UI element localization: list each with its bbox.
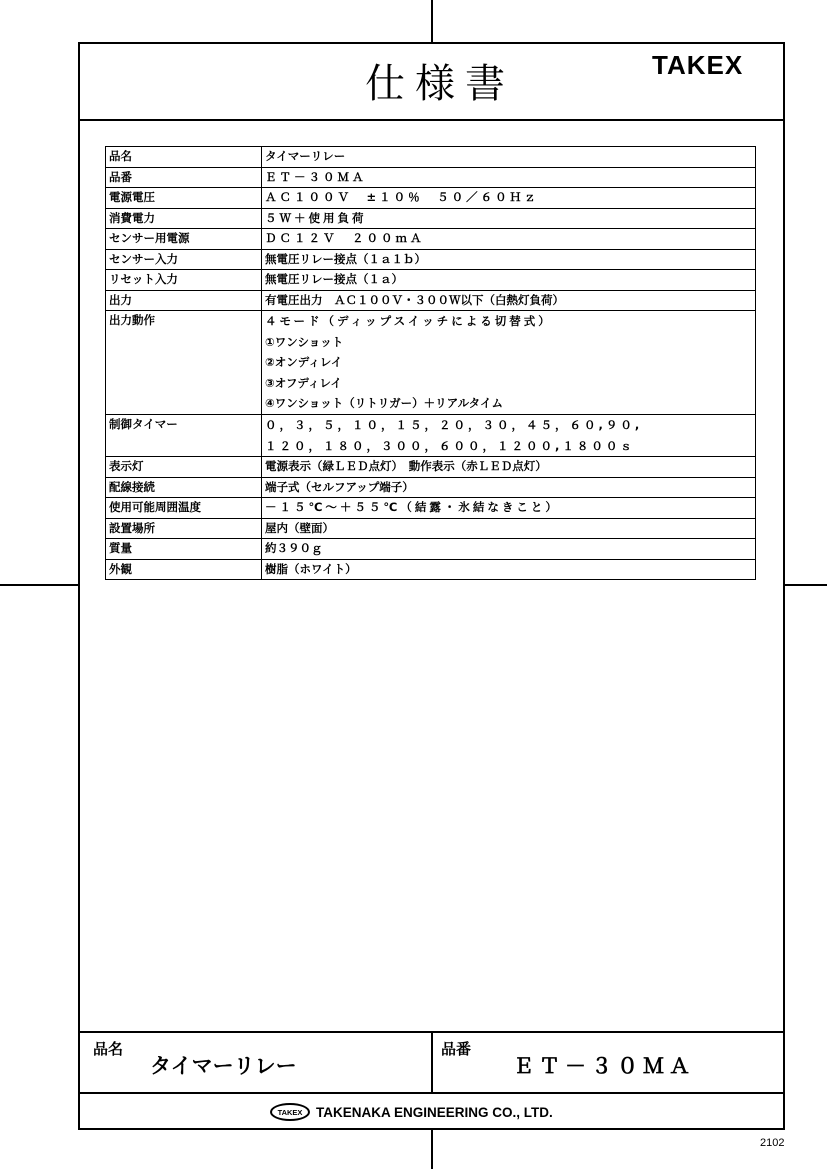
table-row [106,414,756,456]
spec-value-line: 電源表示（緑ＬＥＤ点灯） 動作表示（赤ＬＥＤ点灯） [265,459,547,474]
spec-label: 出力 [106,290,262,311]
company-name: TAKENAKA ENGINEERING CO., LTD. [316,1104,553,1120]
table-row [106,270,756,291]
spec-label: 質量 [106,539,262,560]
spec-value-line: 樹脂（ホワイト） [265,561,357,576]
page-title: 仕様書 [365,61,515,107]
spec-value [262,167,756,188]
spec-value-line: 端子式（セルフアップ端子） [265,479,414,494]
spec-label: 品名 [106,147,262,168]
spec-label: 表示灯 [106,457,262,478]
spec-label: 電源電圧 [106,188,262,209]
crop-mark-bottom [431,1130,433,1169]
crop-mark-top [431,0,433,42]
table-row [106,498,756,519]
table-row [106,167,756,188]
table-row [106,249,756,270]
spec-value-line: 有電圧出力 ＡＣ１００Ｖ・３００Ｗ以下（白熱灯負荷） [265,292,564,307]
table-row [106,457,756,478]
spec-label: センサー用電源 [106,229,262,250]
brand-logo: TAKEX [652,50,744,80]
spec-table [105,146,756,580]
spec-value-line: ②オンディレイ [265,355,343,370]
table-row [106,518,756,539]
company-logo: TAKEX [270,1103,310,1121]
table-row [106,188,756,209]
spec-value-line: ５Ｗ＋使用負荷 [265,210,367,225]
table-row [106,477,756,498]
spec-value [262,559,756,580]
spec-label: 配線接続 [106,477,262,498]
header-divider [78,119,785,121]
spec-value-line: 屋内（壁面） [265,520,334,535]
spec-label: 制御タイマー [106,414,262,456]
crop-mark-left [0,584,78,586]
footer-divider [431,1031,433,1093]
spec-value [262,518,756,539]
spec-value-line: 無電圧リレー接点（１ａ） [265,272,403,286]
table-row [106,147,756,168]
spec-label: 外観 [106,559,262,580]
footer-name-label: 品名 [93,1040,124,1058]
spec-value-line: ＡＣ１００Ｖ ±１０％ ５０／６０Ｈｚ [265,190,539,204]
spec-value-line: ③オフディレイ [265,375,342,390]
spec-label: 設置場所 [106,518,262,539]
spec-value [262,249,756,270]
spec-value-line: ①ワンショット [265,334,344,349]
spec-label: リセット入力 [106,270,262,291]
spec-value [262,208,756,229]
table-row [106,311,756,415]
spec-label: 使用可能周囲温度 [106,498,262,519]
spec-value [262,311,756,415]
table-row [106,208,756,229]
footer-number-label: 品番 [441,1040,472,1058]
footer-number-value: ＥＴ－３０ＭＡ [513,1054,695,1078]
spec-value [262,498,756,519]
spec-value-line: 約３９０ｇ [265,541,323,556]
company-line [270,1101,553,1123]
spec-value-line: ４モード（ディップスイッチによる切替式） [265,314,553,328]
spec-value [262,414,756,456]
spec-label: 消費電力 [106,208,262,229]
table-row [106,559,756,580]
table-row [106,539,756,560]
spec-value [262,229,756,250]
spec-label: センサー入力 [106,249,262,270]
spec-value-line: ＥＴ－３０ＭＡ [265,169,367,184]
spec-value [262,457,756,478]
spec-value [262,147,756,168]
spec-value-line: ０，３，５，１０，１５，２０，３０，４５，６０,９０, [265,417,643,432]
spec-label: 品番 [106,167,262,188]
spec-value-line: 無電圧リレー接点（１ａ１ｂ） [265,251,426,266]
spec-label: 出力動作 [106,311,262,415]
spec-value-line: ＤＣ１２Ｖ ２００ｍＡ [265,231,425,245]
spec-value [262,477,756,498]
spec-value-line: タイマーリレー [265,149,346,163]
spec-value [262,270,756,291]
table-row [106,229,756,250]
footer-name-value: タイマーリレー [150,1054,297,1078]
document-number: 2102 [760,1137,785,1149]
spec-value-line: １２０，１８０，３００，６００，１２００,１８００ｓ [265,438,635,453]
spec-value [262,188,756,209]
spec-value-line: ④ワンショット（リトリガー）＋リアルタイム [265,396,503,411]
table-row [106,290,756,311]
crop-mark-right [785,584,827,586]
spec-value [262,539,756,560]
spec-value-line: －１５℃～＋５５℃（結露・氷結なきこと） [265,500,560,515]
spec-value [262,290,756,311]
